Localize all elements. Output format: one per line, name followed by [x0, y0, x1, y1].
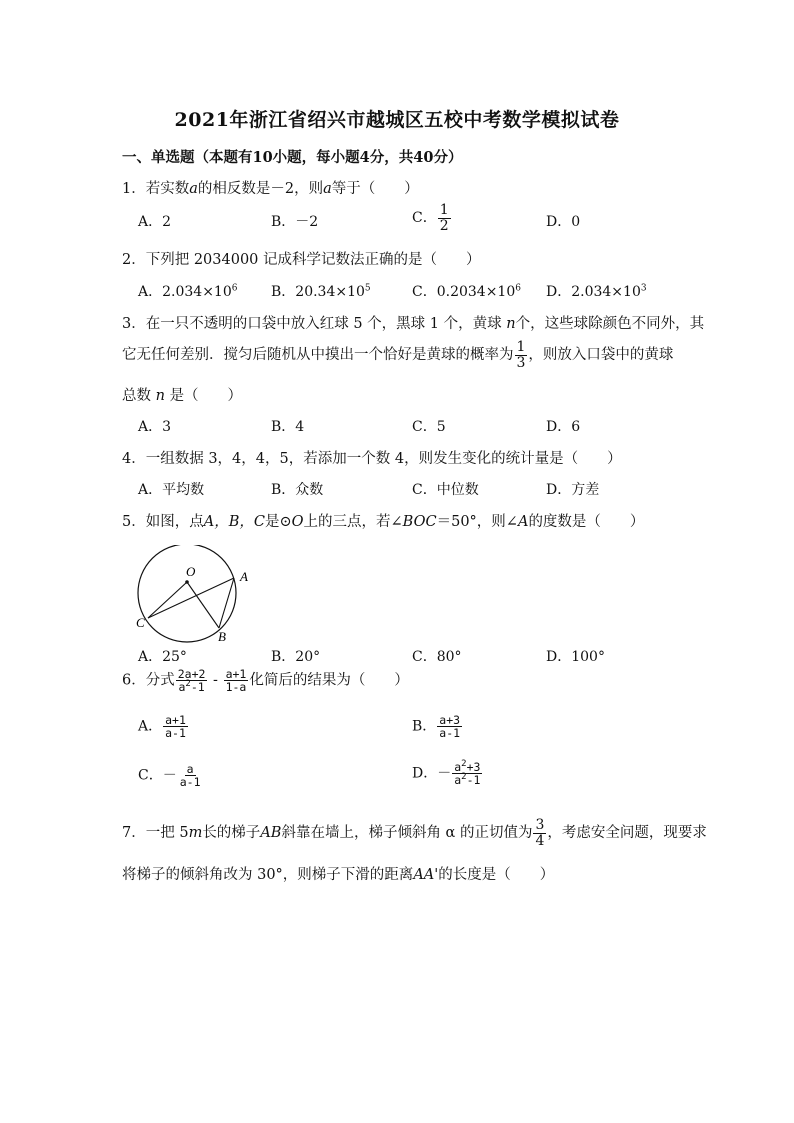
q4-option-d[interactable]: D．方差	[546, 482, 600, 498]
question-5: 5．如图，点A，B，C是⊙O上的三点，若∠BOC＝50°，则∠A的度数是（ ）	[122, 514, 645, 530]
circle-figure	[133, 545, 263, 645]
q4-option-c[interactable]: C．中位数	[412, 482, 479, 498]
q6-option-a[interactable]: A． $\frac{a+1}{a-1}$	[138, 713, 186, 741]
q2-option-d[interactable]: D．$2.034\times 10^3$	[546, 283, 647, 300]
center-point	[185, 580, 189, 584]
question-4: 4．一组数据 3，4，4，5，若添加一个数 4，则发生变化的统计量是（ ）	[122, 451, 622, 467]
q3-option-d[interactable]: D．6	[546, 419, 581, 435]
label-a: A	[240, 569, 248, 584]
q5-option-c[interactable]: C．80°	[412, 649, 462, 665]
question-7-line-2: 将梯子的倾斜角改为 30°，则梯子下滑的距离AA'的长度是（ ）	[122, 867, 555, 883]
q3-option-c[interactable]: C．5	[412, 419, 446, 435]
question-3-line-3: 总数 n 是（ ）	[122, 388, 243, 404]
q2-option-a[interactable]: A．$2.034\times 10^6$	[138, 283, 238, 300]
question-3-line-2: 它无任何差别．搅匀后随机从中摸出一个恰好是黄球的概率为 $\frac{1}{3}$ ，则放入口袋中的黄球	[122, 339, 674, 371]
question-3-line-1: 3．在一只不透明的口袋中放入红球 5 个，黑球 1 个，黄球 n个，这些球除颜色不同外，其	[122, 316, 705, 332]
q1-option-c[interactable]: C． $\frac{1}{2}$	[412, 202, 449, 234]
question-2: 2．下列把 2034000 记成科学记数法正确的是（ ）	[122, 252, 481, 268]
question-6: 6．分式 $\frac{2a+2}{a^2-1}$ - $\frac{a+1}{1-a}$ 化简后的结果为（ ）	[122, 667, 409, 695]
q6-option-b[interactable]: B． $\frac{a+3}{a-1}$	[412, 713, 461, 741]
question-7-line-1: 7．一把 5m长的梯子AB斜靠在墙上，梯子倾斜角 α 的正切值为 $\frac{3}{4}$ ，考虑安全问题，现要求	[122, 817, 707, 849]
q6-option-d[interactable]: D．－ $\frac{a^2+3}{a^2-1}$	[412, 759, 481, 788]
segment-ab	[219, 578, 234, 628]
circle-o	[138, 545, 236, 642]
page-title: 2021年浙江省绍兴市越城区五校中考数学模拟试卷	[174, 109, 620, 131]
label-b: B	[218, 629, 226, 644]
section-heading: 一、单选题（本题有10小题，每小题4分，共40分）	[122, 149, 463, 166]
q1-option-d[interactable]: D．0	[546, 214, 581, 230]
q3-option-b[interactable]: B．4	[271, 419, 305, 435]
q5-option-d[interactable]: D．100°	[546, 649, 605, 665]
q5-option-b[interactable]: B．20°	[271, 649, 321, 665]
q1-option-b[interactable]: B．－2	[271, 214, 319, 230]
q4-option-a[interactable]: A．平均数	[138, 482, 205, 498]
q3-option-a[interactable]: A．3	[138, 419, 172, 435]
q4-option-b[interactable]: B．众数	[271, 482, 324, 498]
q1-option-a[interactable]: A．2	[138, 214, 172, 230]
q6-option-c[interactable]: C．－ $\frac{a}{a-1}$	[138, 762, 201, 790]
label-c: C	[136, 615, 145, 630]
segment-ob	[187, 582, 219, 628]
q2-option-b[interactable]: B．$20.34\times 10^5$	[271, 283, 371, 300]
question-1: 1．若实数a的相反数是－2，则a等于（ ）	[122, 181, 419, 197]
segment-oc	[148, 582, 187, 618]
label-o: O	[186, 564, 196, 579]
segment-ca	[148, 578, 234, 618]
q2-option-c[interactable]: C．$0.2034\times 10^6$	[412, 283, 521, 300]
q5-option-a[interactable]: A．25°	[138, 649, 187, 665]
